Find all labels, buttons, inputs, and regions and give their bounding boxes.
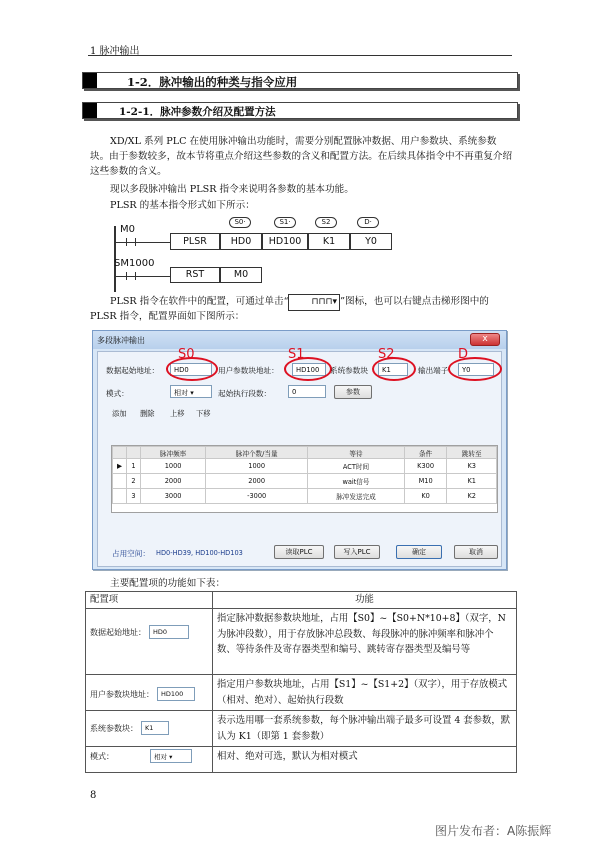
annotation-s2: S2	[378, 347, 395, 362]
config-paragraph: PLSR 指令在软件中的配置，可通过单击“ ⊓⊓⊓▾ ”图标，也可以右键点击梯形图中的	[90, 294, 514, 311]
section-heading-1	[82, 72, 518, 89]
start-segment-label: 起始执行段数：	[218, 389, 272, 398]
operand-box: HD100	[262, 233, 308, 250]
page-number: 8	[90, 790, 97, 801]
start-segment-input[interactable]: 0	[288, 385, 326, 398]
config-item	[86, 675, 213, 711]
column-header: 跳转至	[447, 447, 497, 459]
annotation-d: D	[458, 347, 469, 362]
contact-symbol	[126, 238, 136, 246]
highlight-ellipse	[166, 357, 218, 381]
cell[interactable]: K2	[447, 489, 497, 504]
plsr-intro: 现以多段脉冲输出 PLSR 指令来说明各参数的基本功能。	[110, 184, 354, 195]
ok-button[interactable]: 确定	[396, 545, 442, 559]
column-header: 功能	[213, 592, 517, 609]
intro-paragraph: XD/XL 系列 PLC 在使用脉冲输出功能时，需要分别配置脉冲数据、用户参数块、系统参数块。由于参数较多，故本节将重点介绍这些参数的含义和配置方法。在后续具体指令中不再重复介绍这些参数的含义。	[90, 136, 513, 177]
param-button[interactable]: 参数	[334, 385, 372, 399]
close-button[interactable]: x	[470, 333, 500, 346]
chevron-down-icon: ▾	[190, 389, 194, 397]
config-item	[86, 747, 213, 773]
cell[interactable]: K3	[447, 459, 497, 474]
cell[interactable]: wait信号	[308, 474, 405, 489]
cell[interactable]: -3000	[206, 489, 308, 504]
contact-label: SM1000	[114, 258, 155, 269]
system-param-input[interactable]: K1	[378, 363, 408, 376]
cancel-button[interactable]: 取消	[454, 545, 498, 559]
row-pointer: ▶	[113, 459, 127, 474]
toolbar-delete[interactable]: 删除	[140, 409, 155, 418]
section-title: 1-2-1．脉冲参数介绍及配置方法	[119, 106, 276, 118]
operand-box: K1	[308, 233, 350, 250]
toolbar-move-down[interactable]: 下移	[196, 409, 211, 418]
contact-label: M0	[120, 224, 135, 235]
annotation-s0: S0	[178, 347, 195, 362]
table-row	[86, 711, 517, 747]
grid-header-row	[113, 447, 497, 459]
output-terminal-input[interactable]: Y0	[458, 363, 494, 376]
cell[interactable]: 2000	[141, 474, 206, 489]
system-param-label: 系统参数块	[330, 366, 368, 375]
item-value: HD100	[157, 687, 195, 701]
row-pointer	[113, 474, 127, 489]
instr-plsr: PLSR	[170, 233, 220, 250]
start-address-input[interactable]: HD0	[170, 363, 212, 376]
cell[interactable]: 3000	[141, 489, 206, 504]
user-param-label: 用户参数块地址：	[218, 366, 279, 375]
highlight-ellipse	[284, 357, 332, 381]
read-plc-button[interactable]: 读取PLC	[274, 545, 324, 559]
start-address-label: 数据起始地址：	[106, 366, 160, 375]
section-marker	[83, 73, 97, 88]
toolbar-add[interactable]: 添加	[112, 409, 127, 418]
row-index: 1	[127, 459, 141, 474]
cell[interactable]: K1	[447, 474, 497, 489]
table-row[interactable]	[113, 459, 497, 474]
pulse-segments-grid	[111, 445, 498, 513]
cell[interactable]: 1000	[141, 459, 206, 474]
column-header: 配置项	[86, 592, 213, 609]
item-value: HD0	[149, 625, 189, 639]
column-header: 条件	[404, 447, 447, 459]
item-label: 用户参数块地址：	[90, 689, 154, 699]
used-space-label: 占用空间：	[112, 549, 150, 558]
item-description: 相对、绝对可选，默认为相对模式	[213, 747, 517, 773]
operand-box: Y0	[350, 233, 392, 250]
row-index: 2	[127, 474, 141, 489]
cell[interactable]: M10	[404, 474, 447, 489]
item-description: 指定用户参数块地址，占用【S1】~【S1+2】（双字），用于存放模式（相对、绝对）、起始执行段数	[213, 675, 517, 711]
table-intro: 主要配置项的功能如下表：	[110, 578, 226, 589]
item-label: 数据起始地址：	[90, 627, 146, 637]
cell[interactable]: 1000	[206, 459, 308, 474]
operand-tag: S2	[315, 217, 337, 228]
config-table	[85, 591, 517, 773]
watermark: 图片发布者：A陈振辉	[435, 824, 552, 838]
cell[interactable]: K0	[404, 489, 447, 504]
table-row	[86, 747, 517, 773]
cell[interactable]: 2000	[206, 474, 308, 489]
write-plc-button[interactable]: 写入PLC	[334, 545, 380, 559]
mode-select[interactable]: 相对 ▾	[170, 385, 212, 398]
output-terminal-label: 输出端子	[418, 366, 449, 375]
table-row[interactable]	[113, 489, 497, 504]
ladder-diagram	[108, 212, 408, 292]
cell[interactable]: ACT时间	[308, 459, 405, 474]
table-header-row	[86, 592, 517, 609]
item-label: 模式：	[90, 751, 114, 761]
instr-rst: RST	[170, 267, 220, 283]
config-item	[86, 711, 213, 747]
item-value: K1	[141, 721, 169, 735]
column-header: 等待	[308, 447, 405, 459]
section-marker	[83, 103, 97, 118]
used-space-value: HD0-HD39, HD100-HD103	[156, 549, 243, 557]
section-title: 1-2．脉冲输出的种类与指令应用	[127, 75, 298, 89]
contact-symbol	[126, 272, 136, 280]
plsr-form-label: PLSR 的基本指令形式如下所示：	[110, 200, 255, 211]
config-item	[86, 609, 213, 675]
cell[interactable]: K300	[404, 459, 447, 474]
item-description: 指定脉冲数据参数块地址，占用【S0】~【S0+N*10+8】（双字，N 为脉冲段数），用于存放脉冲总段数、每段脉冲的脉冲频率和脉冲个数、等待条件及寄存器类型和编号、跳转寄存器类型及编号等	[213, 609, 517, 675]
plsr-dialog	[92, 330, 507, 570]
section-heading-2	[82, 102, 518, 119]
pulse-icon: ⊓⊓⊓▾	[288, 294, 340, 311]
cell[interactable]: 脉冲发送完成	[308, 489, 405, 504]
column-header: 脉冲频率	[141, 447, 206, 459]
table-row[interactable]	[113, 474, 497, 489]
item-value: 相对 ▾	[150, 749, 192, 763]
operand-tag: D·	[357, 217, 379, 228]
annotation-s1: S1	[288, 347, 305, 362]
operand-tag: S1·	[274, 217, 296, 228]
operand-box: HD0	[220, 233, 262, 250]
mode-label: 模式：	[106, 389, 129, 398]
item-description: 表示选用哪一套系统参数，每个脉冲输出端子最多可设置 4 套参数，默认为 K1（即第 1 套参数）	[213, 711, 517, 747]
table-row	[86, 609, 517, 675]
table-row	[86, 675, 517, 711]
highlight-ellipse	[372, 357, 416, 381]
dialog-body	[97, 347, 502, 567]
row-index: 3	[127, 489, 141, 504]
item-label: 系统参数块：	[90, 723, 138, 733]
grid-corner	[127, 447, 141, 459]
highlight-ellipse	[448, 357, 502, 381]
header-rule	[88, 55, 512, 56]
operand-tag: S0·	[229, 217, 251, 228]
user-param-input[interactable]: HD100	[292, 363, 326, 376]
toolbar-move-up[interactable]: 上移	[170, 409, 185, 418]
row-pointer	[113, 489, 127, 504]
grid-corner	[113, 447, 127, 459]
column-header: 脉冲个数/当量	[206, 447, 308, 459]
operand-box: M0	[220, 267, 262, 283]
dialog-title: 多段脉冲输出	[93, 331, 506, 349]
chapter-header: 1 脉冲输出	[90, 46, 140, 57]
config-paragraph-2: PLSR 指令，配置界面如下图所示：	[90, 311, 245, 322]
